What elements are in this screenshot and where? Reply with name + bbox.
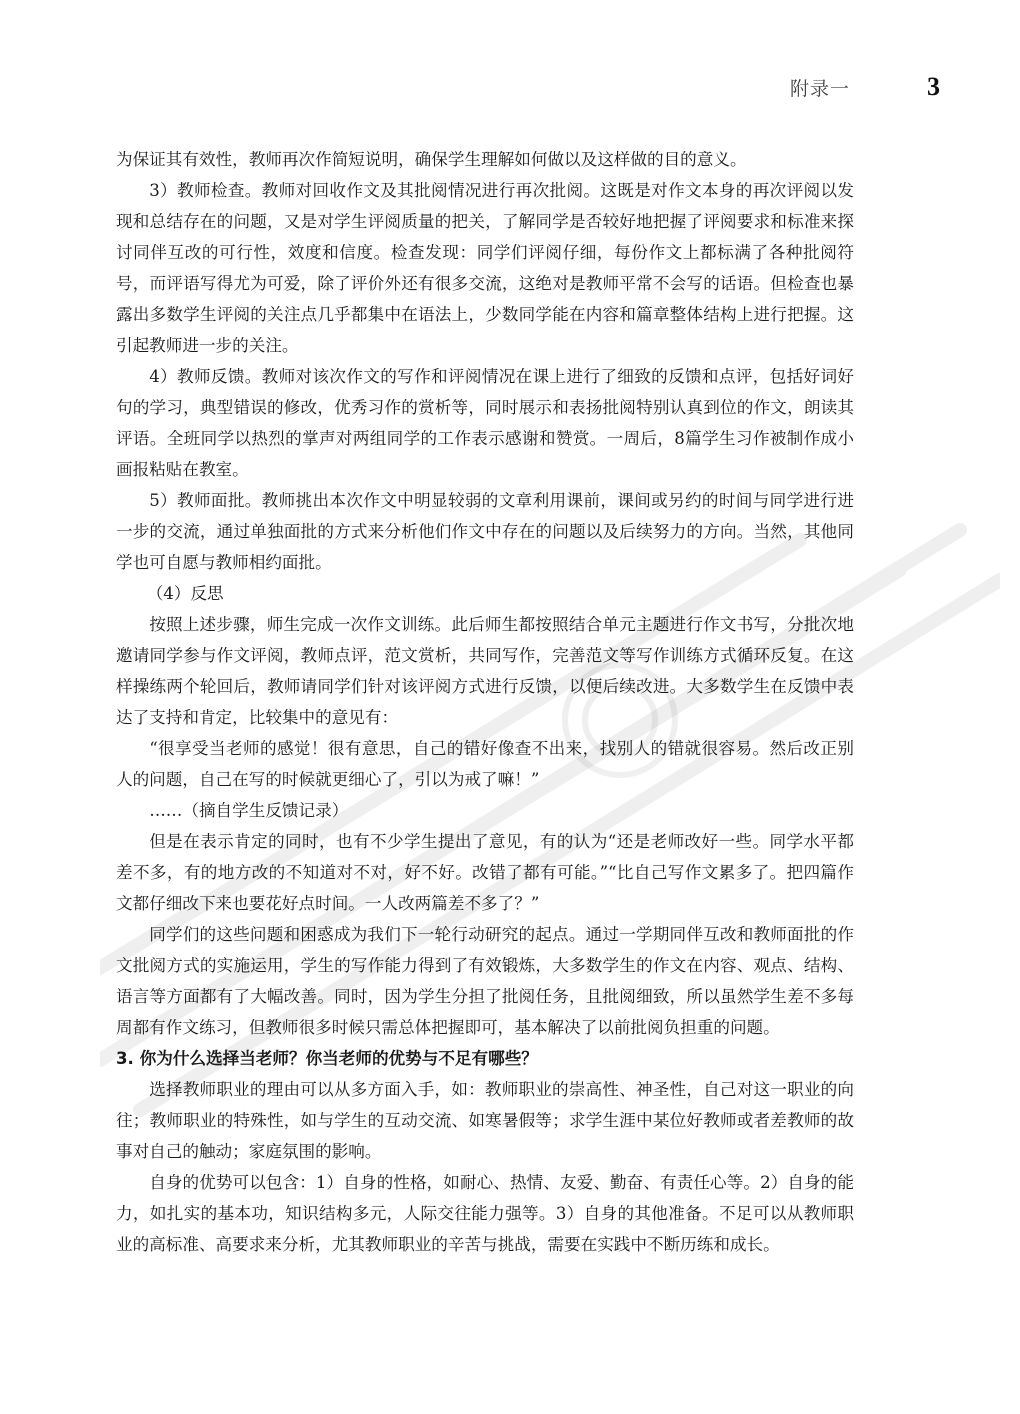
paragraph: 按照上述步骤，师生完成一次作文训练。此后师生都按照结合单元主题进行作文书写，分批次地邀请同学参与作文评阅，教师点评，范文赏析，共同写作，完善范文等写作训练方式循环反复。在这样操练两个轮回后，教师请同学们针对该评阅方式进行反馈，以便后续改进。大多数学生在反馈中表达了支持和肯定，比较集中的意见有：	[116, 615, 854, 727]
subsection-heading: （4）反思	[146, 584, 224, 603]
paragraph: 同学们的这些问题和困惑成为我们下一轮行动研究的起点。通过一学期同伴互改和教师面批的作文批阅方式的实施运用，学生的写作能力得到了有效锻炼，大多数学生的作文在内容、观点、结构、语言等方面都有了大幅改善。同时，因为学生分担了批阅任务，且批阅细致，所以虽然学生差不多每周都有作文练习，但教师很多时候只需总体把握即可，基本解决了以前批阅负担重的问题。	[116, 925, 854, 1037]
paragraph: 3）教师检查。教师对回收作文及其批阅情况进行再次批阅。这既是对作文本身的再次评阅以发现和总结存在的问题，又是对学生评阅质量的把关，了解同学是否较好地把握了评阅要求和标准来探讨同伴互改的可行性，效度和信度。检查发现：同学们评阅仔细，每份作文上都标满了各种批阅符号，而评语写得尤为可爱，除了评价外还有很多交流，这绝对是教师平常不会写的话语。但检查也暴露出多数学生评阅的关注点几乎都集中在语法上，少数同学能在内容和篇章整体结构上进行把握。这引起教师进一步的关注。	[116, 181, 854, 355]
paragraph: ……（摘自学生反馈记录）	[149, 801, 349, 820]
header-section-title: 附录一	[790, 78, 851, 100]
page-number: 3	[927, 72, 940, 101]
paragraph: 5）教师面批。教师挑出本次作文中明显较弱的文章利用课前，课间或另约的时间与同学进行进一步的交流，通过单独面批的方式来分析他们作文中存在的问题以及后续努力的方向。当然，其他同学也可自愿与教师相约面批。	[116, 491, 854, 572]
body-text	[116, 144, 854, 1260]
paragraph: “很享受当老师的感觉！很有意思，自己的错好像查不出来，找别人的错就很容易。然后改正别人的问题，自己在写的时候就更细心了，引以为戒了嘛！”	[116, 739, 854, 789]
running-header	[790, 72, 940, 106]
paragraph: 自身的优势可以包含：1）自身的性格，如耐心、热情、友爱、勤奋、有责任心等。2）自身的能力，如扎实的基本功，知识结构多元，人际交往能力强等。3）自身的其他准备。不足可以从教师职业的高标准、高要求来分析，尤其教师职业的辛苦与挑战，需要在实践中不断历练和成长。	[116, 1173, 854, 1254]
section-heading: 3. 你为什么选择当老师？你当老师的优势与不足有哪些？	[116, 1049, 538, 1068]
paragraph: 但是在表示肯定的同时，也有不少学生提出了意见，有的认为“还是老师改好一些。同学水平都差不多，有的地方改的不知道对不对，好不好。改错了都有可能。”“比自己写作文累多了。把四篇作文都仔细改下来也要花好点时间。一人改两篇差不多了？”	[116, 832, 854, 913]
paragraph: 4）教师反馈。教师对该次作文的写作和评阅情况在课上进行了细致的反馈和点评，包括好词好句的学习，典型错误的修改，优秀习作的赏析等，同时展示和表扬批阅特别认真到位的作文，朗读其评语。全班同学以热烈的掌声对两组同学的工作表示感谢和赞赏。一周后，8篇学生习作被制作成小画报粘贴在教室。	[116, 367, 854, 479]
paragraph: 为保证其有效性，教师再次作简短说明，确保学生理解如何做以及这样做的目的意义。	[116, 150, 747, 169]
paragraph: 选择教师职业的理由可以从多方面入手，如：教师职业的崇高性、神圣性，自己对这一职业的向往；教师职业的特殊性，如与学生的互动交流、如寒暑假等；求学生涯中某位好教师或者差教师的故事对自己的触动；家庭氛围的影响。	[116, 1080, 854, 1161]
